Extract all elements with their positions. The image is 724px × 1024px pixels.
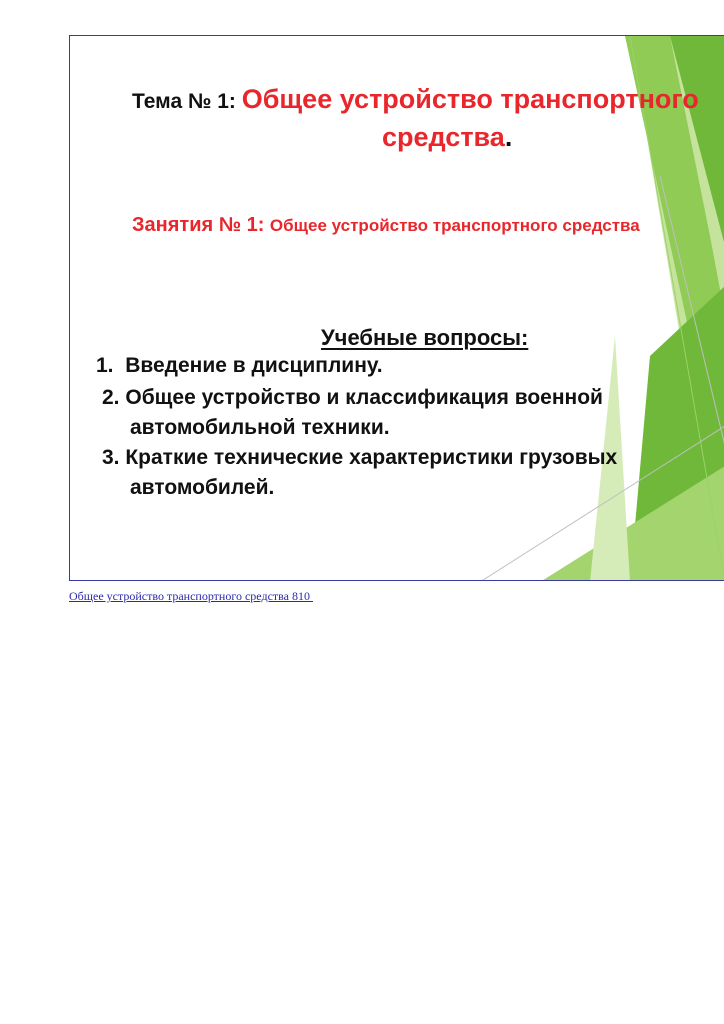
lesson-label: Занятия № 1: <box>132 214 270 236</box>
lesson-title: Общее устройство транспортного средства <box>269 216 640 235</box>
question-number: 2. <box>102 386 120 409</box>
topic-title-continued: средства <box>382 122 505 152</box>
slide-image <box>69 35 724 581</box>
question-number: 3. <box>102 446 120 469</box>
presentation-link[interactable]: Общее устройство транспортного средства 810 <box>69 589 313 603</box>
question-item <box>102 446 617 470</box>
lesson-line <box>132 214 640 237</box>
question-number: 1. <box>96 354 114 377</box>
topic-title-period: . <box>504 122 513 152</box>
question-text-continued: автомобилей. <box>130 476 275 499</box>
topic-line-continued <box>382 122 512 153</box>
question-text: Общее устройство и классификация военной <box>125 386 603 409</box>
question-text: Краткие технические характеристики грузовых <box>125 446 618 469</box>
question-text-continued: автомобильной техники. <box>130 416 390 439</box>
topic-label: Тема № 1: <box>132 90 242 113</box>
questions-heading: Учебные вопросы: <box>321 325 529 350</box>
topic-title: Общее устройство транспортного <box>241 84 699 114</box>
topic-line <box>132 84 699 115</box>
question-item <box>102 386 603 410</box>
question-text: Введение в дисциплину. <box>125 354 383 377</box>
question-item <box>96 354 383 378</box>
